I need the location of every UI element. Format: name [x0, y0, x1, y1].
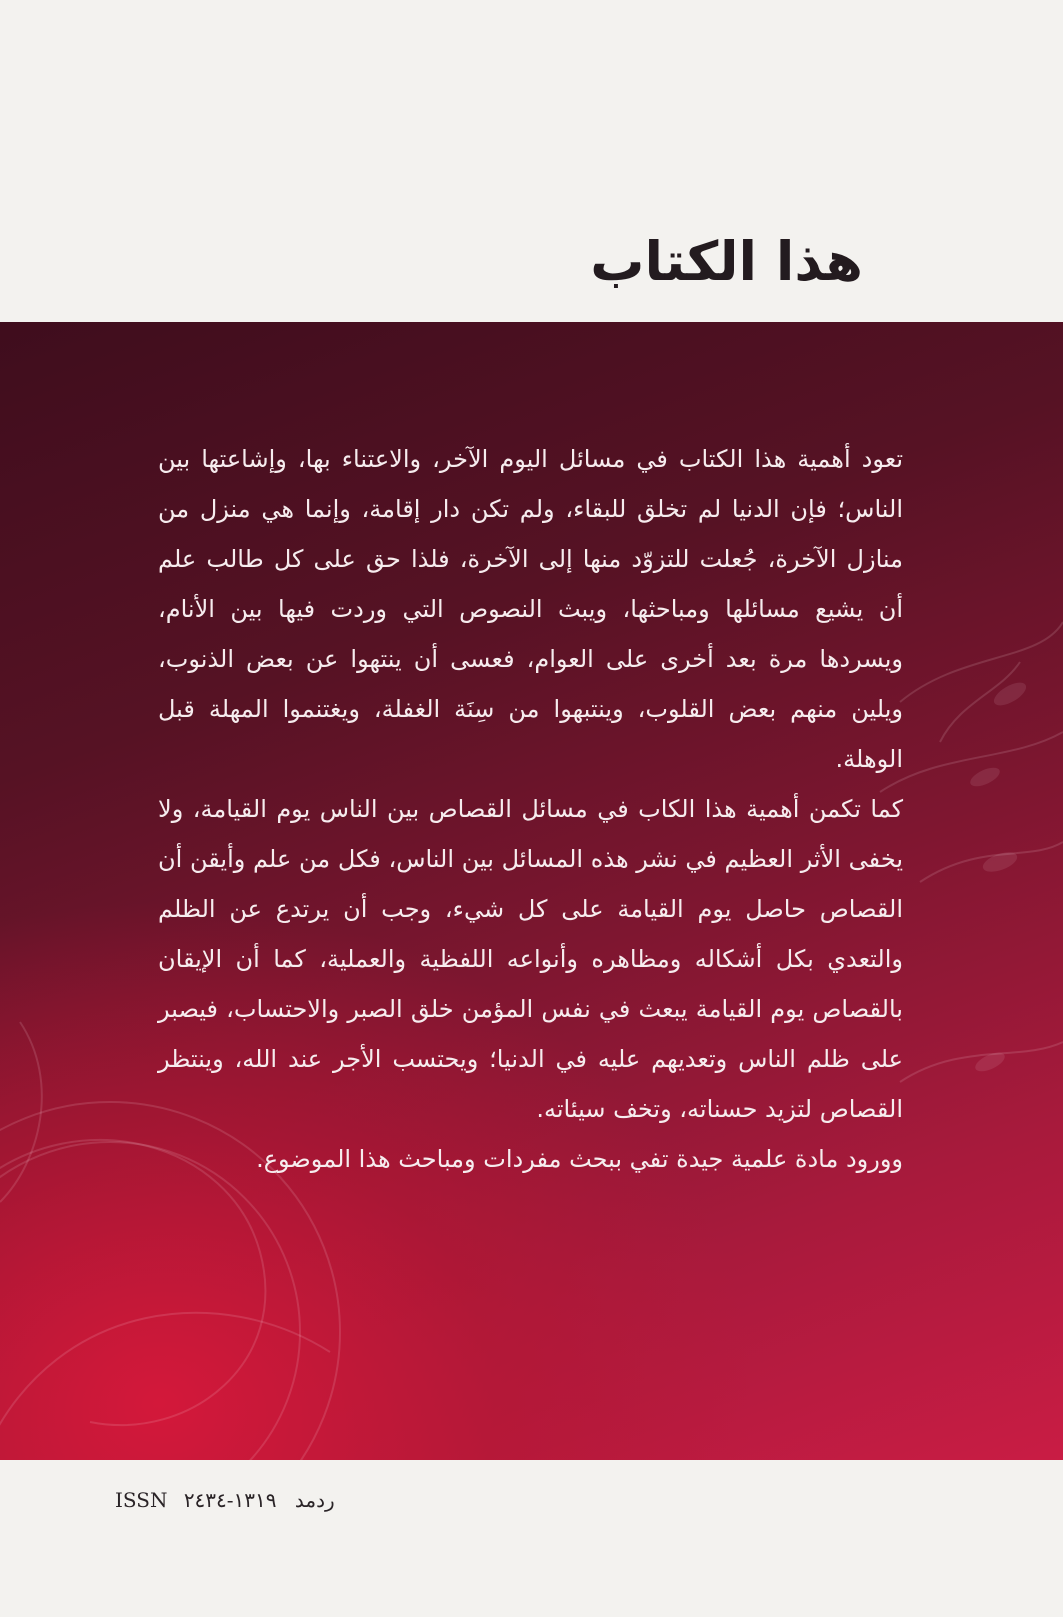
issn-line: [115, 1488, 335, 1512]
paragraph-scientific-material: وورود مادة علمية جيدة تفي ببحث مفردات ومباحث هذا الموضوع.: [256, 1145, 903, 1173]
description-panel: [0, 322, 1063, 1460]
paragraph-importance-afterlife: تعود أهمية هذا الكتاب في مسائل اليوم الآخر، والاعتناء بها، وإشاعتها بين الناس؛ فإن الدنيا لم تخلق للبقاء، ولم تكن دار إقامة، وإنما هي منزل من منازل الآخرة، جُعلت للتزوّد منها إلى الآخرة، فلذا حق على كل طالب علم أن يشيع مسائلها ومباحثها، ويبث النصوص التي وردت فيها بين الأنام، ويسردها مرة بعد أخرى على العوام، فعسى أن ينتهوا عن بعض الذنوب، ويلين منهم بعض القلوب، وينتبهوا من سِنَة الغفلة، ويغتنموا المهلة قبل الوهلة.: [158, 445, 903, 773]
issn-latin-label: ISSN: [115, 1488, 168, 1512]
description-text: [158, 434, 903, 1184]
paragraph-importance-retribution: كما تكمن أهمية هذا الكاب في مسائل القصاص بين الناس يوم القيامة، ولا يخفى الأثر العظيم في نشر هذه المسائل بين الناس، فكل من علم وأيقن أن القصاص حاصل يوم القيامة على كل شيء، وجب أن يرتدع عن الظلم والتعدي بكل أشكاله ومظاهره وأنواعه اللفظية والعملية، كما أن الإيقان بالقصاص يوم القيامة يبعث في نفس المؤمن خلق الصبر والاحتساب، فيصبر على ظلم الناس وتعديهم عليه في الدنيا؛ ويحتسب الأجر عند الله، وينتظر القصاص لتزيد حسناته، وتخف سيئاته.: [158, 795, 903, 1123]
issn-number: ١٣١٩-٢٤٣٤: [183, 1488, 277, 1512]
issn-arabic-label: ردمد: [294, 1488, 335, 1512]
cover-heading: هذا الكتاب: [590, 230, 863, 293]
